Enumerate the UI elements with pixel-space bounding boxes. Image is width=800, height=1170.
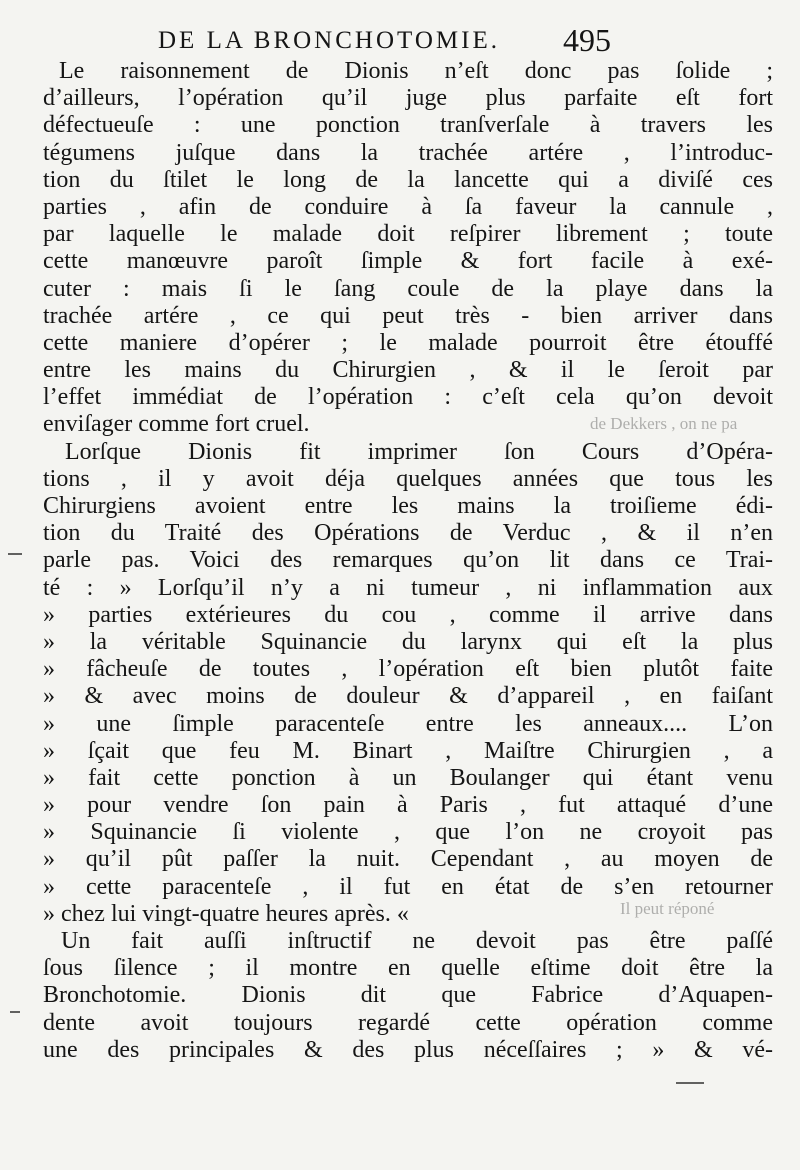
quote-line: » pour vendre ſon pain à Paris , fut attaqué d’une bbox=[43, 792, 773, 819]
quote-line: » fait cette ponction à un Boulanger qui étant venu bbox=[43, 764, 773, 791]
quote-line: » la véritable Squinancie du larynx qui eſt la plus bbox=[43, 628, 773, 655]
text-line: enviſager comme fort cruel. bbox=[43, 411, 310, 438]
quote-line: » chez lui vingt-quatre heures après. « bbox=[43, 900, 409, 927]
text-line: par laquelle le malade doit reſpirer librement ; toute bbox=[43, 221, 773, 248]
quote-line: » une ſimple paracenteſe entre les anneaux.... L’on bbox=[43, 710, 773, 737]
text-line: parle pas. Voici des remarques qu’on lit dans ce Trai- bbox=[43, 547, 773, 574]
paragraph-start-line: Lorſque Dionis fit imprimer ſon Cours d’Opéra- bbox=[65, 438, 773, 465]
quote-line: » fâcheuſe de toutes , l’opération eſt bien plutôt faite bbox=[43, 656, 773, 683]
text-line: cette manœuvre paroît ſimple & fort facile à exé- bbox=[43, 248, 773, 275]
text-line: tion du Traité des Opérations de Verduc , & il n’en bbox=[43, 520, 773, 547]
quote-line: » qu’il pût paſſer la nuit. Cependant , au moyen de bbox=[43, 846, 773, 873]
quote-line: » cette paracenteſe , il fut en état de s’en retourner bbox=[43, 873, 773, 900]
body-text bbox=[43, 58, 773, 1064]
text-line: cuter : mais ſi le ſang coule de la playe dans la bbox=[43, 275, 773, 302]
text-line: tégumens juſque dans la trachée artére , l’introduc- bbox=[43, 139, 773, 166]
text-line: entre les mains du Chirurgien , & il le ſeroit par bbox=[43, 357, 773, 384]
text-line: trachée artére , ce qui peut très - bien arriver dans bbox=[43, 302, 773, 329]
text-line: Le raisonnement de Dionis n’eſt donc pas ſolide ; bbox=[59, 58, 773, 84]
paragraph-start-line: Un fait auſſi inſtructif ne devoit pas être paſſé bbox=[61, 928, 773, 954]
page-header bbox=[0, 22, 800, 62]
quote-line: » parties extérieures du cou , comme il arrive dans bbox=[43, 601, 773, 628]
text-line: cette maniere d’opérer ; le malade pourroit être étouffé bbox=[43, 329, 773, 356]
quote-line: » ſçait que feu M. Binart , Maiſtre Chirurgien , a bbox=[43, 737, 773, 764]
quote-line: » & avec moins de douleur & d’appareil , en faiſant bbox=[43, 683, 773, 710]
quote-line: » Squinancie ſi violente , que l’on ne croyoit pas bbox=[43, 819, 773, 846]
quote-line: té : » Lorſqu’il n’y a ni tumeur , ni inflammation aux bbox=[43, 574, 773, 601]
text-line: dente avoit toujours regardé cette opération comme bbox=[43, 1009, 773, 1036]
text-line: l’effet immédiat de l’opération : c’eſt cela qu’on devoit bbox=[43, 384, 773, 411]
bleed-through-text: de Dekkers , on ne pa bbox=[590, 414, 738, 433]
bleed-through-text: Il peut réponé bbox=[620, 899, 715, 918]
text-line: parties , afin de conduire à ſa faveur la cannule , bbox=[43, 193, 773, 220]
text-line: une des principales & des plus néceſſaires ; » & vé- bbox=[43, 1036, 773, 1063]
text-line: défectueuſe : une ponction tranſverſale à travers les bbox=[43, 112, 773, 139]
text-line: Chirurgiens avoient entre les mains la troiſieme édi- bbox=[43, 493, 773, 519]
ink-mark bbox=[676, 1082, 704, 1084]
ink-mark bbox=[8, 553, 22, 555]
page-number: 495 bbox=[563, 22, 611, 58]
text-line: Bronchotomie. Dionis dit que Fabrice d’Aquapen- bbox=[43, 982, 773, 1009]
ink-mark bbox=[10, 1011, 20, 1013]
text-line: ſous ſilence ; il montre en quelle eſtime doit être la bbox=[43, 955, 773, 982]
text-line: d’ailleurs, l’opération qu’il juge plus parfaite eſt fort bbox=[43, 85, 773, 112]
text-line: tions , il y avoit déja quelques années que tous les bbox=[43, 465, 773, 492]
running-head: DE LA BRONCHOTOMIE. bbox=[158, 27, 500, 54]
text-line: tion du ſtilet le long de la lancette qui a diviſé ces bbox=[43, 166, 773, 193]
